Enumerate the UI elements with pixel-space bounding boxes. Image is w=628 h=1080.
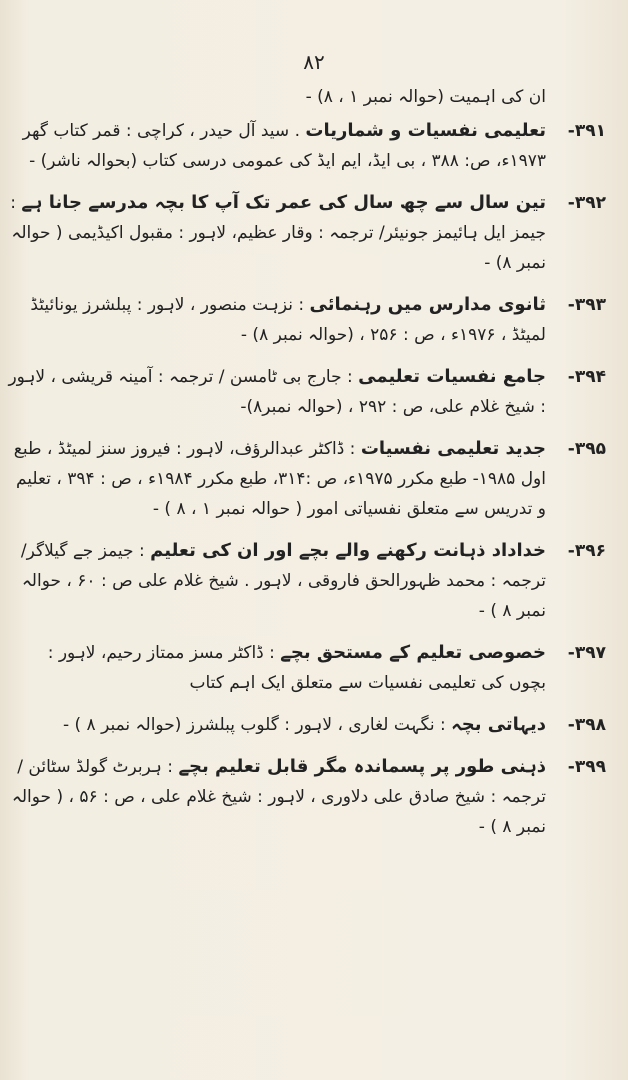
entry-details: : ڈاکٹر مسز ممتاز رحیم، لاہور : بچوں کی تعلیمی نفسیات سے متعلق ایک اہم کتاب <box>47 643 546 693</box>
entry-body <box>6 536 546 626</box>
bibliography-entry <box>6 710 606 740</box>
bibliography-entry <box>6 116 606 176</box>
entry-body <box>6 362 546 422</box>
bibliography-entry <box>6 362 606 422</box>
entry-number: ۳۹۷- <box>567 643 606 663</box>
entry-number: ۳۹۳- <box>567 295 606 315</box>
entry-title: تعلیمی نفسیات و شماریات <box>305 120 546 141</box>
entry-title: خداداد ذہانت رکھنے والے بچے اور ان کی تعلیم <box>150 540 546 561</box>
bibliography-entry <box>6 188 606 278</box>
entry-title: ذہنی طور پر پسماندہ مگر قابل تعلیم بچے <box>178 756 546 777</box>
entry-body <box>6 434 546 524</box>
page-number: ٨٢ <box>303 50 325 74</box>
bibliography-entry <box>6 434 606 524</box>
entry-title: دیہاتی بچہ <box>451 714 546 735</box>
entry-number: ۳۹۱- <box>567 121 606 141</box>
bibliography-entry <box>6 752 606 842</box>
continuation-text: ان کی اہمیت (حوالہ نمبر ۱ ، ۸) - <box>305 87 546 107</box>
bibliography-entry <box>6 536 606 626</box>
entry-body <box>6 710 546 740</box>
entry-body <box>6 638 546 698</box>
entry-number: ۳۹۹- <box>567 757 606 777</box>
entry-details: : جیمز ایل ہائیمز جونیئر/ ترجمہ : وقار عظیم، لاہور : مقبول اکیڈیمی ( حوالہ نمبر ۸) - <box>10 193 546 273</box>
bibliography-entry <box>6 638 606 698</box>
entry-title: جدید تعلیمی نفسیات <box>360 438 546 459</box>
entry-title: خصوصی تعلیم کے مستحق بچے <box>280 642 546 663</box>
entry-number: ۳۹۶- <box>567 541 606 561</box>
entry-details: : نگہت لغاری ، لاہور : گلوب پبلشرز (حوالہ نمبر ۸ ) - <box>62 715 446 735</box>
entry-details: : نزہت منصور ، لاہور : پبلشرز یونائیٹڈ لمیٹڈ ، ۱۹۷۶ء ، ص : ۲۵۶ ، (حوالہ نمبر ۸) - <box>30 295 546 345</box>
entry-title: جامع نفسیات تعلیمی <box>358 366 546 387</box>
entry-title: ثانوی مدارس میں رہنمائی <box>309 294 546 315</box>
entry-details: : جارج بی ٹامسن / ترجمہ : آمینہ قریشی ، لاہور : شیخ غلام علی، ص : ۲۹۲ ، (حوالہ نمبر۸)- <box>8 367 546 417</box>
entry-number: ۳۹۵- <box>567 439 606 459</box>
entry-body <box>6 290 546 350</box>
entry-number: ۳۹۴- <box>567 367 606 387</box>
entry-number: ۳۹۲- <box>567 193 606 213</box>
entry-body <box>6 116 546 176</box>
entry-details: . سید آل حیدر ، کراچی : قمر کتاب گھر ۱۹۷۳ء، ص: ۳۸۸ ، بی ایڈ، ایم ایڈ کی عمومی درسی کتاب (بحوالہ ناشر) - <box>22 121 546 171</box>
entry-details: : جیمز جے گیلاگر/ ترجمہ : محمد ظہورالحق فاروقی ، لاہور . شیخ غلام علی ص : ۶۰ ، حوالہ نمبر ۸ ) - <box>20 541 546 621</box>
entry-body <box>6 752 546 842</box>
entry-title: تین سال سے چھ سال کی عمر تک آپ کا بچہ مدرسے جانا ہے <box>21 192 546 213</box>
bibliography-list <box>6 82 606 854</box>
entry-number: ۳۹۸- <box>567 715 606 735</box>
entry-details: : ڈاکٹر عبدالرؤف، لاہور : فیروز سنز لمیٹڈ ، طبع اول ۱۹۸۵- طبع مکرر ۱۹۷۵ء، ص :۳۱۴، طبع مکرر ۱۹۸۴ء ، ص : ۳۹۴ ، تعلیم و تدریس سے متعلق نفسیاتی امور ( حوالہ نمبر ۱ ، ۸ ) - <box>13 439 546 519</box>
bibliography-entry <box>6 290 606 350</box>
entry-details: : ہربرٹ گولڈ سٹائن / ترجمہ : شیخ صادق علی دلاوری ، لاہور : شیخ غلام علی ، ص : ۵۶ ، ( حوالہ نمبر ۸ ) - <box>11 757 546 837</box>
entry-body <box>6 188 546 278</box>
